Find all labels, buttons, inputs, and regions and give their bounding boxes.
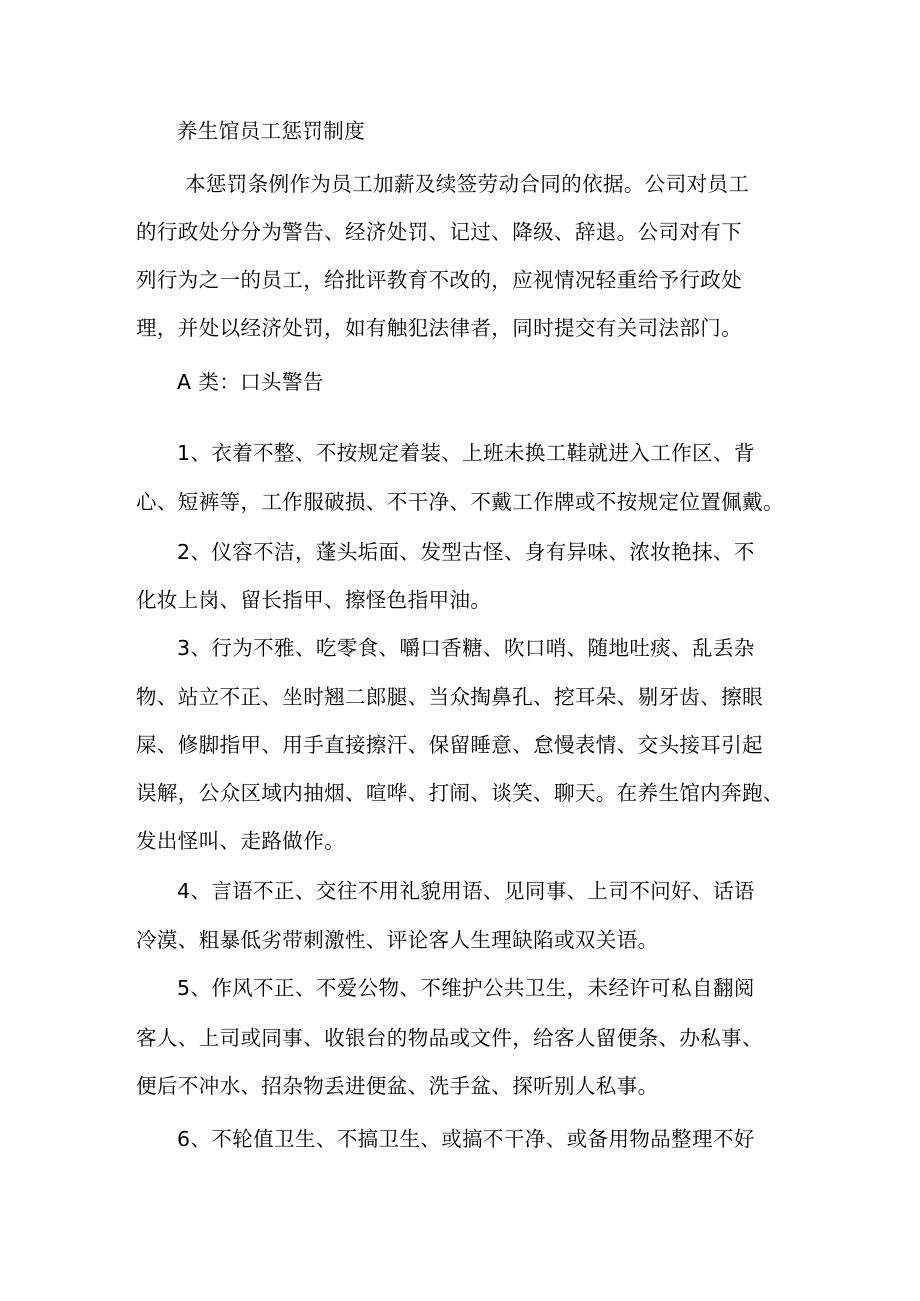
item-3-line: 屎、修脚指甲、用手直接擦汗、保留睡意、怠慢表情、交头接耳引起 xyxy=(136,733,763,757)
item-5-line: 便后不冲水、招杂物丢进便盆、洗手盆、探听别人私事。 xyxy=(136,1074,659,1098)
item-3-line: 发出怪叫、走路做作。 xyxy=(136,829,345,853)
item-1-line: 1、衣着不整、不按规定着装、上班未换工鞋就进入工作区、背 xyxy=(177,441,755,465)
item-2-line: 2、仪容不洁，蓬头垢面、发型古怪、身有异味、浓妆艳抹、不 xyxy=(177,540,755,564)
intro-line: 列行为之一的员工，给批评教育不改的，应视情况轻重给予行政处 xyxy=(136,268,743,292)
intro-line: 本惩罚条例作为员工加薪及续签劳动合同的依据。公司对员工 xyxy=(185,172,750,196)
intro-line: 的行政处分分为警告、经济处罚、记过、降级、辞退。公司对有下 xyxy=(136,220,743,244)
item-3-line: 物、站立不正、坐时翘二郎腿、当众掏鼻孔、挖耳朵、剔牙齿、擦眼 xyxy=(136,685,763,709)
item-5-line: 客人、上司或同事、收银台的物品或文件，给客人留便条、办私事、 xyxy=(136,1026,763,1050)
item-4-line: 冷漠、粗暴低劣带刺激性、评论客人生理缺陷或双关语。 xyxy=(136,928,659,952)
item-2-line: 化妆上岗、留长指甲、擦怪色指甲油。 xyxy=(136,588,492,612)
item-1-line: 心、短裤等，工作服破损、不干净、不戴工作牌或不按规定位置佩戴。 xyxy=(136,490,784,514)
item-5-line: 5、作风不正、不爱公物、不维护公共卫生，未经许可私自翻阅 xyxy=(177,976,755,1000)
item-3-line: 误解，公众区域内抽烟、喧哗、打闹、谈笑、聊天。在养生馆内奔跑、 xyxy=(136,781,784,805)
item-6-line: 6、不轮值卫生、不搞卫生、或搞不干净、或备用物品整理不好 xyxy=(177,1127,755,1151)
section-heading: A 类：口头警告 xyxy=(177,370,324,394)
item-3-line: 3、行为不雅、吃零食、嚼口香糖、吹口哨、随地吐痰、乱丢杂 xyxy=(177,636,755,660)
item-4-line: 4、言语不正、交往不用礼貌用语、见同事、上司不问好、话语 xyxy=(177,879,755,903)
document-title: 养生馆员工惩罚制度 xyxy=(177,119,366,143)
intro-line: 理，并处以经济处罚，如有触犯法律者，同时提交有关司法部门。 xyxy=(136,316,743,340)
